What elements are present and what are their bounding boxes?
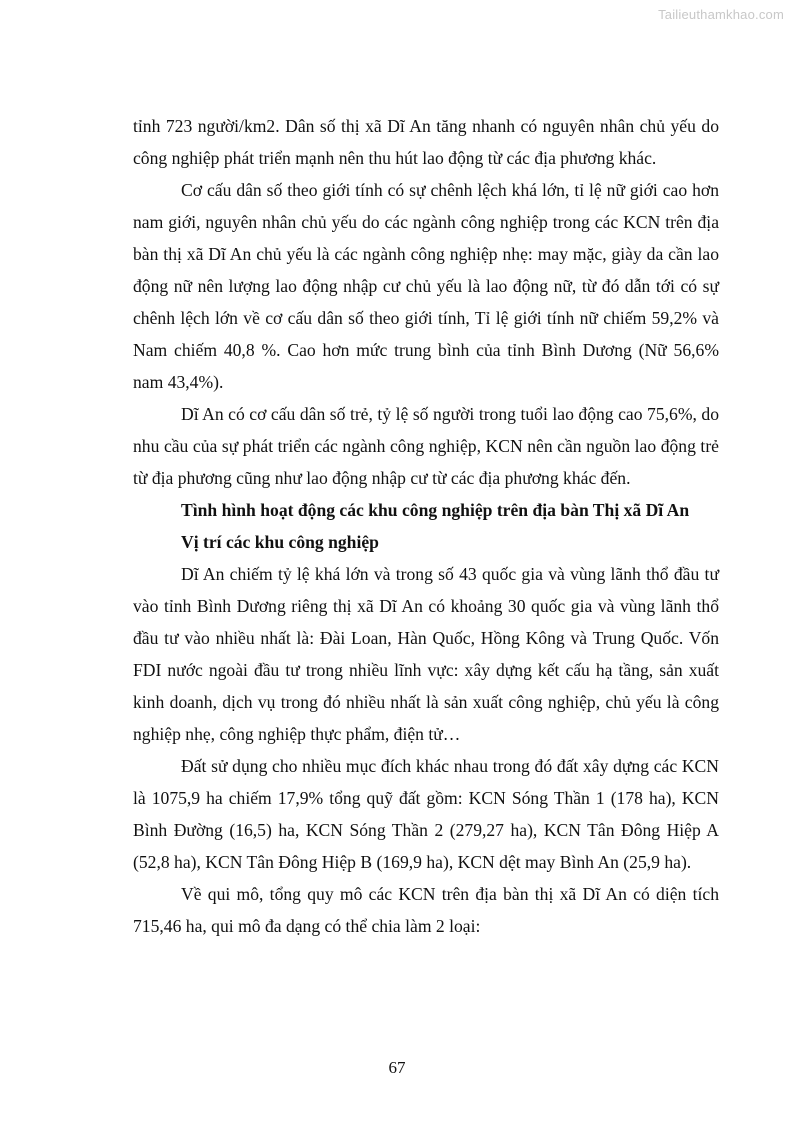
section-heading: Tình hình hoạt động các khu công nghiệp trên địa bàn Thị xã Dĩ An — [181, 500, 690, 520]
subsection-heading: Vị trí các khu công nghiệp — [181, 532, 379, 552]
paragraph-scale: Về qui mô, tổng quy mô các KCN trên địa bàn thị xã Dĩ An có diện tích 715,46 ha, qui mô đa dạng có thể chia làm 2 loại: — [133, 884, 719, 936]
paragraph-gender-structure: Cơ cấu dân số theo giới tính có sự chênh lệch khá lớn, tỉ lệ nữ giới cao hơn nam giới, nguyên nhân chủ yếu do các ngành công nghiệp trong các KCN trên địa bàn thị xã Dĩ An chủ yếu là các ngành công nghiệp nhẹ: may mặc, giày da cần lao động nữ nên lượng lao động nhập cư chủ yếu là lao động nữ, từ đó dẫn tới có sự chênh lệch lớn về cơ cấu dân số theo giới tính, Tỉ lệ giới tính nữ chiếm 59,2% và Nam chiếm 40,8 %. Cao hơn mức trung bình của tỉnh Bình Dương (Nữ 56,6% nam 43,4%). — [133, 180, 719, 392]
page-body — [133, 110, 719, 942]
paragraph-population-density: tỉnh 723 người/km2. Dân số thị xã Dĩ An tăng nhanh có nguyên nhân chủ yếu do công nghiệp phát triển mạnh nên thu hút lao động từ các địa phương khác. — [133, 116, 719, 168]
paragraph-age-structure: Dĩ An có cơ cấu dân số trẻ, tỷ lệ số người trong tuổi lao động cao 75,6%, do nhu cầu của sự phát triển các ngành công nghiệp, KCN nên cần nguồn lao động trẻ từ địa phương cũng như lao động nhập cư từ các địa phương khác đến. — [133, 404, 719, 488]
watermark: Tailieuthamkhao.com — [658, 7, 784, 22]
page-number: 67 — [388, 1058, 406, 1077]
paragraph-land-use: Đất sử dụng cho nhiều mục đích khác nhau trong đó đất xây dựng các KCN là 1075,9 ha chiếm 17,9% tổng quỹ đất gồm: KCN Sóng Thần 1 (178 ha), KCN Bình Đường (16,5) ha, KCN Sóng Thần 2 (279,27 ha), KCN Tân Đông Hiệp A (52,8 ha), KCN Tân Đông Hiệp B (169,9 ha), KCN dệt may Bình An (25,9 ha). — [133, 756, 719, 872]
paragraph-fdi: Dĩ An chiếm tỷ lệ khá lớn và trong số 43 quốc gia và vùng lãnh thổ đầu tư vào tỉnh Bình Dương riêng thị xã Dĩ An có khoảng 30 quốc gia và vùng lãnh thổ đầu tư vào nhiều nhất là: Đài Loan, Hàn Quốc, Hồng Kông và Trung Quốc. Vốn FDI nước ngoài đầu tư trong nhiều lĩnh vực: xây dựng kết cấu hạ tầng, sản xuất kinh doanh, dịch vụ trong đó nhiều nhất là sản xuất công nghiệp, chủ yếu là công nghiệp nhẹ, công nghiệp thực phẩm, điện tử… — [133, 564, 719, 744]
